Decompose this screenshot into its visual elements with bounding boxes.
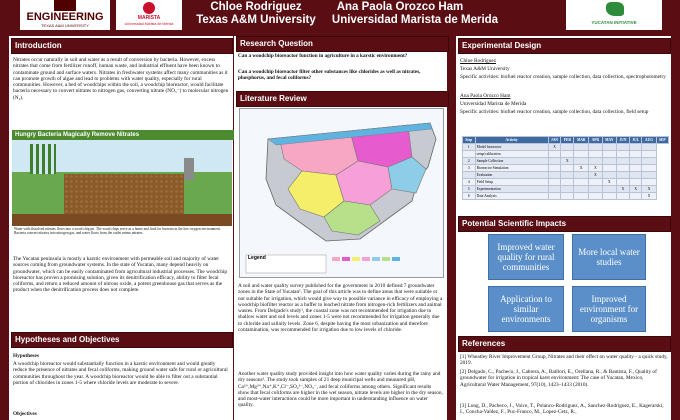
figure-caption: Water with dissolved nitrates flows into a wood chip pit. The wood chips serve as a home and food for bacteria in the low-oxygen environment. Bacteria convert nitrates into nitrogen gas, and water flows from the outlet minus nitrates. [12,226,232,242]
tamu-logo [20,0,110,30]
timeline-month-cell [642,165,656,172]
timeline-month-cell [617,193,630,200]
timeline-month-cell: X [589,165,602,172]
timeline-step-cell: 2 [463,158,476,165]
timeline-month-cell: X [642,186,656,193]
timeline-month-cell [629,193,642,200]
participant2-name: Ana Paola Orozco Ham [460,93,511,99]
timeline-header-cell: MAR [574,137,589,144]
timeline-month-cell [548,179,561,186]
woodchip-pit [64,174,184,214]
participant1-activities: Specific activities: biofuel reactor creation, sample collection, data collection, spectrophotometry [460,74,666,80]
timeline-month-cell [574,172,589,179]
impact-box-organisms: Improved environment for organisms [572,286,646,332]
corn-field-icon [30,144,56,174]
research-question-heading: Research Question [236,36,449,52]
timeline-month-cell [617,144,630,151]
timeline-month-cell [589,158,602,165]
timeline-month-cell [574,144,589,151]
timeline-month-cell [602,165,616,172]
author2-name: Ana Paola Orozco Ham [336,1,464,13]
marista-emblem-icon [143,2,155,14]
objectives-label: Objectives [13,411,37,417]
timeline-step-cell: 3 [463,165,476,172]
timeline-step-cell: 5 [463,186,476,193]
timeline-month-cell [602,158,616,165]
timeline-month-cell [617,158,630,165]
timeline-month-cell [561,165,574,172]
timeline-month-cell [574,158,589,165]
timeline-row [463,144,669,151]
timeline-month-cell: X [602,179,616,186]
hypotheses-label: Hypotheses [13,353,39,359]
timeline-month-cell [629,172,642,179]
timeline-step-cell [463,172,476,179]
timeline-month-cell [574,186,589,193]
timeline-row [463,179,669,186]
timeline-month-cell [589,179,602,186]
timeline-activity-cell: Data Analysis [475,193,548,200]
timeline-month-cell [548,186,561,193]
timeline-month-cell [561,172,574,179]
timeline-month-cell [561,186,574,193]
research-question-2: Can a woodchip bioreactor filter other substances like chlorides as well as nitrates, phosphorus, and fecal coliforms? [238,69,421,82]
timeline-month-cell [602,172,616,179]
figure-title: Hungry Bacteria Magically Remove Nitrates [12,130,235,140]
map-graphic [240,109,443,277]
timeline-month-cell [548,165,561,172]
timeline-header-cell: JAN [548,137,561,144]
timeline-month-cell [617,165,630,172]
participant2-school: Universidad Marista de Merida [460,101,527,107]
reference-2: [2] Delgado, C., Pacheco, J., Cabrera, A., Batllori, E., Orellana, R., & Bautista, F., Quality of groundwater for irrigation in tropical karst environment: The case of Yucatan, Mexico, Agricultural Water Management, 97(10), 1423–1433 (2010). [460,369,657,388]
soil-layer [12,214,232,226]
bioreactor-figure [12,130,232,240]
timeline-row [463,193,669,200]
timeline-activity-cell: Sample Collection [475,158,548,165]
timeline-header-cell: FEB [561,137,574,144]
reference-1: [1] Wheatley River Improvement Group, Nitrates and their effect on water quality - a quick study, 2019. [460,354,668,367]
timeline-activity-cell: Evaluation [475,172,548,179]
yucatan-initiative-text: YUCATAN INITIATIVE [591,20,637,25]
timeline-month-cell [589,186,602,193]
timeline-month-cell [548,193,561,200]
participant1-school: Texas A&M University [460,66,510,72]
timeline-month-cell [548,151,561,158]
yucatan-peninsula-icon [606,2,624,16]
timeline-month-cell: X [589,172,602,179]
control-structure-icon [184,158,194,180]
timeline-month-cell [548,158,561,165]
timeline-month-cell [642,179,656,186]
timeline-row [463,151,669,158]
timeline-month-cell [561,193,574,200]
marista-logo-text: MARISTA [137,15,161,21]
author1-school: Texas A&M University [196,14,316,26]
timeline-month-cell [629,165,642,172]
impact-box-water-quality: Improved water quality for rural communities [488,234,564,280]
timeline-month-cell [629,179,642,186]
timeline-month-cell [642,172,656,179]
experimental-design-heading: Experimental Design [458,38,671,54]
timeline-header-cell: MAY [602,137,616,144]
timeline-month-cell [561,179,574,186]
hypotheses-text: A woodchip bioreactor would substantially function in a karstic environment and would greatly reduce the presence of nitrates and fecal coliforms, making ground water safe for rural or agricultural communities throughout the year. A woodchip bioreactor would be able to filter out a substantial portion of chlorides in zones 1-5 where chloride levels are moderate to severe. [13,361,228,386]
timeline-month-cell [602,193,616,200]
timeline-month-cell [617,179,630,186]
literature-review-heading: Literature Review [236,91,449,107]
reference-3: [3] Long, D., Pacheco, J., Voice, T., Polanco-Rodriguez, A., Sanchez-Rodriguez, E., Kagerarski, I., Concha-Valdez, F., Puc-Franco, M., Lopez-Cetz, R., [460,403,664,416]
introduction-text: Nitrates occur naturally in soil and water as a result of conversion by bacteria. However, excess nitrates that come from fertilizer runoff, human waste, and industrial effluent have been known to contaminate ground and surface waters. Nitrates in freshwater systems affect many communities as it can promote growth of algae and lead to problems with water quality, especially for rural communities. However, a bed of woodchips within the soil, a woodchip bioreactor, would facilitate bacteria necessary to convert nitrates to nitrogen gas, converting nitrate (NO₃⁻) to molecular nitrogen (N₂). [13,57,229,101]
author2-school: Universidad Marista de Merida [331,14,499,26]
timeline-month-cell [574,193,589,200]
timeline-row [463,172,669,179]
timeline-month-cell [561,151,574,158]
timeline-activity-cell: Experimentation [475,186,548,193]
marista-logo [116,0,182,30]
timeline-month-cell [548,172,561,179]
timeline-month-cell: X [642,193,656,200]
hypotheses-heading: Hypotheses and Objectives [11,332,233,348]
research-question-1: Can a woodchip bioreactor function in agriculture in a karstic environment? [238,53,408,59]
timeline-month-cell [561,144,574,151]
references-heading: References [458,336,671,352]
timeline-month-cell [574,179,589,186]
literature-text-2: Another water quality study provided insight into how water quality varies during the rainy and dry seasons³. The study took samples of 21 deep municipal wells and measured pH, Ca²⁺,Mg²⁺,Na⁺,K⁺,Cl⁻,SO₄²⁻,NO₃⁻, and fecal coliforms among others. Significant results show that fecal coliforms are higher in the wet season, nitrate levels are higher in the dry season, and most-water interactions could be more important in understanding influence on water quality. [238,371,443,409]
timeline-table-wrapper [462,136,669,200]
timeline-month-cell [602,144,616,151]
timeline-month-cell [602,151,616,158]
timeline-month-cell [642,151,656,158]
impact-box-similar-environments: Application to similar environments [488,286,564,332]
timeline-month-cell [629,158,642,165]
author1-name: Chloe Rodriguez [210,1,302,13]
timeline-month-cell [629,151,642,158]
timeline-activity-cell: Field Setup [475,179,548,186]
timeline-header-cell: AUG [642,137,656,144]
timeline-month-cell [617,172,630,179]
timeline-month-cell: X [617,186,630,193]
timeline-activity-cell: setup/calibration [475,151,548,158]
timeline-header-row [463,137,669,144]
timeline-header-cell: SEP [656,137,668,144]
timeline-header-cell: Step [463,137,476,144]
timeline-month-cell: X [629,186,642,193]
timeline-month-cell [589,144,602,151]
tamu-logo-text: ENGINEERING [26,11,104,23]
timeline-month-cell: X [561,158,574,165]
participant1-name: Chloe Rodriguez [460,58,497,64]
tamu-emblem-icon [54,0,76,11]
timeline-step-cell: 4 [463,179,476,186]
timeline-month-cell [629,144,642,151]
timeline-row [463,165,669,172]
participant2-activities: Specific activities: biofuel reactor creation, sample collection, data collection, field setup [460,109,649,115]
timeline-step-cell [463,151,476,158]
scientific-impacts-heading: Potential Scientific Impacts [458,216,671,232]
timeline-table [462,136,669,200]
yucatan-context-text: The Yucatan peninsula is mostly a karstic environment with permeable soil and majority of water sources coming from groundwater systems. In the state of Yucatan, many depend heavily on groundwater, which can be easily contaminated from agricultural industrial processes. The woodchip bioreactor has proven a promising solution, given its denitrification efficacy, ability to filter fecal coliforms, and return a reduced amount of nitrous oxide, a potent greenhouse gas that serves as the product when the denitrification process does not complete. [13,256,227,294]
timeline-header-cell: APR [589,137,602,144]
yucatan-groundwater-map [239,108,444,278]
timeline-month-cell [642,144,656,151]
literature-text-1: A soil and water quality survey published for the government in 2010 defined 7 groundwater zones in the State of Yucatan¹. The goal of this article was to define areas that were suitable or not suitable for irrigation, which would give way to possible variance in efficacy of employing a woodchip biofilter reactor as a buffer to leached nitrate from nitrogen-rich fertilizers and animal wastes. From Delgado's study¹, the coastal zone was not recommended for irrigation due to shallow water and soil levels and zones 1-5 were not recommended for irrigation generally due to chloride and salinity levels. Zone 6, despite having the most urbanization and therefore contamination, was recommended for irrigation due to low levels of chloride. [238,283,443,334]
timeline-month-cell [602,186,616,193]
marista-logo-subtext: Universidad Marista de Mérida [124,22,174,26]
timeline-step-cell: 1 [463,144,476,151]
map-legend-title: Legend [248,255,266,261]
tamu-logo-subtext: TEXAS A&M UNIVERSITY [41,23,89,28]
timeline-month-cell [642,158,656,165]
timeline-month-cell [574,151,589,158]
timeline-month-cell: X [574,165,589,172]
timeline-row [463,158,669,165]
timeline-activity-cell: Bioreactor Simulation [475,165,548,172]
timeline-step-cell: 6 [463,193,476,200]
timeline-row [463,186,669,193]
timeline-month-cell [617,151,630,158]
timeline-month-cell [589,193,602,200]
timeline-month-cell: X [548,144,561,151]
timeline-month-cell [589,151,602,158]
introduction-heading: Introduction [11,38,233,54]
timeline-header-cell: JUL [629,137,642,144]
timeline-activity-cell: Model bioreactor [475,144,548,151]
timeline-header-cell: Activity [475,137,548,144]
impact-box-local-studies: More local water studies [572,234,646,280]
timeline-header-cell: JUN [617,137,630,144]
poster-header [0,0,680,36]
yucatan-initiative-logo [566,0,662,30]
